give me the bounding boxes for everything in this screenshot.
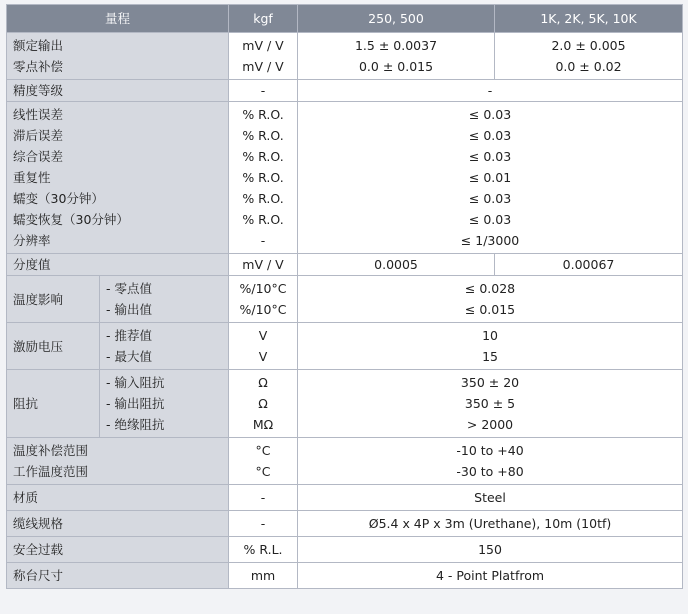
- unit-cable: -: [229, 511, 298, 537]
- unit-text: % R.O.: [242, 212, 284, 227]
- value-text: 0.0 ± 0.02: [555, 59, 622, 74]
- label-creep-recovery: 蠕变恢复（30分钟）: [13, 212, 129, 227]
- label-temp-effect: 温度影响: [7, 276, 100, 323]
- header-range: 量程: [7, 5, 229, 33]
- sub-label-input-impedance: - 输入阻抗: [106, 375, 165, 390]
- label-platform: 称台尺寸: [7, 563, 229, 589]
- value-text: -10 to +40: [456, 443, 524, 458]
- row-platform: [7, 563, 683, 589]
- row-excitation: [7, 323, 683, 370]
- label-repeatability: 重复性: [13, 170, 51, 185]
- unit-division: mV / V: [229, 254, 298, 276]
- unit-text: mV / V: [242, 59, 284, 74]
- errors-values: [298, 102, 683, 254]
- value-text: ≤ 0.03: [468, 107, 512, 122]
- impedance-values: [298, 370, 683, 438]
- temp-effect-units: [229, 276, 298, 323]
- label-combined-error: 综合误差: [13, 149, 64, 164]
- unit-text: mV / V: [242, 38, 284, 53]
- value-text: 350 ± 5: [464, 396, 516, 411]
- sub-label-maximum: - 最大值: [106, 349, 152, 364]
- row-material: [7, 485, 683, 511]
- label-operating-range: 工作温度范围: [13, 464, 89, 479]
- value-text: 2.0 ± 0.005: [551, 38, 626, 53]
- unit-text: % R.O.: [242, 107, 284, 122]
- sub-label-insulation: - 绝缘阻抗: [106, 417, 165, 432]
- value-text: 350 ± 20: [460, 375, 520, 390]
- excitation-subs: [100, 323, 229, 370]
- row-impedance: [7, 370, 683, 438]
- sub-label-output: - 输出值: [106, 302, 152, 317]
- label-rated-output: 额定输出: [13, 38, 64, 53]
- label-hysteresis: 滞后误差: [13, 128, 64, 143]
- row-overload: [7, 537, 683, 563]
- label-zero-balance: 零点补偿: [13, 59, 64, 74]
- value-text: > 2000: [466, 417, 514, 432]
- temp-range-units: [229, 438, 298, 485]
- sub-label-output-impedance: - 输出阻抗: [106, 396, 165, 411]
- unit-text: °C: [255, 464, 271, 479]
- row-temp-range: [7, 438, 683, 485]
- value-text: ≤ 0.03: [468, 191, 512, 206]
- rated-output-units: [229, 33, 298, 80]
- value-text: 1.5 ± 0.0037: [354, 38, 438, 53]
- sub-label-zero: - 零点值: [106, 281, 152, 296]
- value-text: ≤ 1/3000: [460, 233, 520, 248]
- value-accuracy: -: [298, 80, 683, 102]
- row-temp-effect: [7, 276, 683, 323]
- value-text: ≤ 0.03: [468, 212, 512, 227]
- label-impedance: 阻抗: [7, 370, 100, 438]
- excitation-units: [229, 323, 298, 370]
- unit-text: % R.O.: [242, 170, 284, 185]
- temp-range-labels: [7, 438, 229, 485]
- value-text: 15: [482, 349, 498, 364]
- impedance-units: [229, 370, 298, 438]
- header-col-1k-10k: 1K, 2K, 5K, 10K: [495, 5, 683, 33]
- value-text: ≤ 0.015: [464, 302, 516, 317]
- unit-platform: mm: [229, 563, 298, 589]
- errors-units: [229, 102, 298, 254]
- label-linearity: 线性误差: [13, 107, 64, 122]
- value-text: ≤ 0.03: [468, 149, 512, 164]
- row-cable: [7, 511, 683, 537]
- row-division: [7, 254, 683, 276]
- unit-overload: % R.L.: [229, 537, 298, 563]
- unit-text: Ω: [258, 396, 268, 411]
- rated-output-labels: [7, 33, 229, 80]
- unit-text: % R.O.: [242, 128, 284, 143]
- value-text: 10: [482, 328, 498, 343]
- header-unit: kgf: [229, 5, 298, 33]
- spec-table: [6, 4, 683, 589]
- value-text: ≤ 0.01: [468, 170, 512, 185]
- unit-text: °C: [255, 443, 271, 458]
- value-text: ≤ 0.03: [468, 128, 512, 143]
- unit-text: %/10°C: [239, 281, 287, 296]
- label-cable: 缆线规格: [7, 511, 229, 537]
- value-division-large: 0.00067: [495, 254, 683, 276]
- temp-effect-values: [298, 276, 683, 323]
- unit-accuracy: -: [229, 80, 298, 102]
- unit-material: -: [229, 485, 298, 511]
- label-creep: 蠕变（30分钟）: [13, 191, 104, 206]
- unit-text: %/10°C: [239, 302, 287, 317]
- rated-output-values-small: [298, 33, 495, 80]
- label-resolution: 分辨率: [13, 233, 51, 248]
- value-text: ≤ 0.028: [464, 281, 516, 296]
- unit-text: % R.O.: [242, 149, 284, 164]
- label-material: 材质: [7, 485, 229, 511]
- value-text: 0.0 ± 0.015: [358, 59, 434, 74]
- errors-labels: [7, 102, 229, 254]
- label-overload: 安全过载: [7, 537, 229, 563]
- row-rated-output: [7, 33, 683, 80]
- header-col-250-500: 250, 500: [298, 5, 495, 33]
- unit-text: V: [258, 349, 268, 364]
- label-compensated-range: 温度补偿范围: [13, 443, 89, 458]
- unit-text: MΩ: [252, 417, 274, 432]
- unit-text: -: [260, 233, 266, 248]
- row-accuracy: [7, 80, 683, 102]
- temp-effect-subs: [100, 276, 229, 323]
- header-row: [7, 5, 683, 33]
- excitation-values: [298, 323, 683, 370]
- label-division: 分度值: [7, 254, 229, 276]
- unit-text: Ω: [258, 375, 268, 390]
- impedance-subs: [100, 370, 229, 438]
- label-accuracy: 精度等级: [7, 80, 229, 102]
- value-division-small: 0.0005: [298, 254, 495, 276]
- rated-output-values-large: [495, 33, 683, 80]
- value-overload: 150: [298, 537, 683, 563]
- label-excitation: 激励电压: [7, 323, 100, 370]
- value-platform: 4 - Point Platfrom: [298, 563, 683, 589]
- value-cable: Ø5.4 x 4P x 3m (Urethane), 10m (10tf): [298, 511, 683, 537]
- unit-text: % R.O.: [242, 191, 284, 206]
- value-text: -30 to +80: [456, 464, 524, 479]
- value-material: Steel: [298, 485, 683, 511]
- row-errors: [7, 102, 683, 254]
- temp-range-values: [298, 438, 683, 485]
- sub-label-recommended: - 推荐值: [106, 328, 152, 343]
- unit-text: V: [258, 328, 268, 343]
